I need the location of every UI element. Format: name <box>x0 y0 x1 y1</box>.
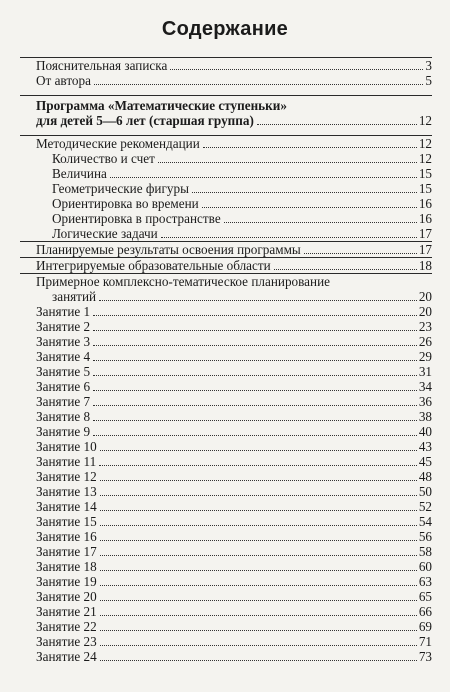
toc-entry-page: 20 <box>418 304 432 319</box>
toc-entry-page: 73 <box>418 649 432 664</box>
toc-entry-label: Занятие 4 <box>36 349 91 364</box>
toc-entry-lesson[interactable] <box>20 589 432 604</box>
toc-entry-lesson[interactable] <box>20 349 432 364</box>
toc-entry-page: 23 <box>418 319 432 334</box>
leader-dots <box>110 177 417 178</box>
toc-entry-label: Занятие 1 <box>36 304 91 319</box>
toc-entry-lesson[interactable] <box>20 619 432 634</box>
leader-dots <box>93 405 417 406</box>
toc-entry-lesson[interactable] <box>20 499 432 514</box>
toc-entry-methods[interactable] <box>20 136 432 151</box>
toc-entry-label: Занятие 7 <box>36 394 91 409</box>
toc-entry-label: Занятие 15 <box>36 514 97 529</box>
toc-subentry[interactable] <box>20 151 432 166</box>
leader-dots <box>202 207 417 208</box>
toc-entry-lesson[interactable] <box>20 364 432 379</box>
toc-entry-lesson[interactable] <box>20 454 432 469</box>
toc-entry-page: 12 <box>418 151 432 166</box>
table-of-contents <box>20 57 432 664</box>
toc-subentry[interactable] <box>20 181 432 196</box>
leader-dots <box>192 192 417 193</box>
leader-dots <box>257 124 417 125</box>
toc-entry-page: 40 <box>418 424 432 439</box>
leader-dots <box>274 269 417 270</box>
toc-entry-lesson[interactable] <box>20 544 432 559</box>
toc-entry-lesson[interactable] <box>20 379 432 394</box>
leader-dots <box>93 375 417 376</box>
leader-dots <box>158 162 417 163</box>
toc-entry-label: Занятие 14 <box>36 499 97 514</box>
toc-entry-label: Занятие 6 <box>36 379 91 394</box>
toc-entry-areas[interactable] <box>20 258 432 273</box>
toc-entry-page: 45 <box>418 454 432 469</box>
toc-entry-page: 58 <box>418 544 432 559</box>
toc-entry-page: 17 <box>418 226 432 241</box>
toc-entry-lesson[interactable] <box>20 529 432 544</box>
toc-entry-page: 54 <box>418 514 432 529</box>
toc-entry-page: 26 <box>418 334 432 349</box>
leader-dots <box>93 390 417 391</box>
leader-dots <box>93 360 417 361</box>
toc-entry-page: 60 <box>418 559 432 574</box>
toc-entry-plan[interactable] <box>20 289 432 304</box>
toc-entry-page: 16 <box>418 211 432 226</box>
leader-dots <box>93 330 417 331</box>
toc-entry-results[interactable] <box>20 242 432 257</box>
toc-entry-lesson[interactable] <box>20 409 432 424</box>
toc-entry-label: Занятие 16 <box>36 529 97 544</box>
leader-dots <box>203 147 417 148</box>
toc-entry-page: 71 <box>418 634 432 649</box>
page-title: Содержание <box>161 18 289 40</box>
toc-entry-label: Занятие 13 <box>36 484 97 499</box>
toc-entry-page: 29 <box>418 349 432 364</box>
leader-dots <box>94 84 423 85</box>
toc-entry-page: 31 <box>418 364 432 379</box>
toc-entry-label: Ориентировка в пространстве <box>52 211 221 226</box>
toc-entry-label: Занятие 21 <box>36 604 97 619</box>
toc-entry-page: 69 <box>418 619 432 634</box>
toc-entry-page: 38 <box>418 409 432 424</box>
toc-subentry[interactable] <box>20 211 432 226</box>
toc-entry-label: Занятие 19 <box>36 574 97 589</box>
toc-subentry[interactable] <box>20 166 432 181</box>
leader-dots <box>170 69 423 70</box>
leader-dots <box>93 435 417 436</box>
toc-entry-page: 12 <box>418 136 432 151</box>
toc-entry-lesson[interactable] <box>20 469 432 484</box>
leader-dots <box>100 495 417 496</box>
toc-entry-lesson[interactable] <box>20 484 432 499</box>
toc-entry-page: 5 <box>425 73 432 88</box>
leader-dots <box>100 570 417 571</box>
toc-entry-label: Занятие 11 <box>36 454 97 469</box>
toc-entry-page: 12 <box>418 113 432 128</box>
toc-entry-page: 18 <box>418 258 432 273</box>
leader-dots <box>99 300 417 301</box>
toc-entry-page: 34 <box>418 379 432 394</box>
toc-entry-label: Занятие 18 <box>36 559 97 574</box>
leader-dots <box>100 540 417 541</box>
toc-entry-label: Геометрические фигуры <box>52 181 189 196</box>
leader-dots <box>161 237 417 238</box>
leader-dots <box>100 525 417 526</box>
leader-dots <box>100 450 417 451</box>
toc-entry-lesson[interactable] <box>20 424 432 439</box>
leader-dots <box>93 420 417 421</box>
toc-entry-from-author[interactable] <box>20 73 432 88</box>
toc-entry-page: 56 <box>418 529 432 544</box>
toc-entry-lesson[interactable] <box>20 649 432 664</box>
toc-entry-label: Занятие 22 <box>36 619 97 634</box>
leader-dots <box>100 630 417 631</box>
leader-dots <box>99 465 417 466</box>
leader-dots <box>100 600 417 601</box>
leader-dots <box>224 222 417 223</box>
toc-entry-page: 3 <box>425 58 432 73</box>
leader-dots <box>100 585 417 586</box>
toc-entry-label: занятий <box>52 289 97 304</box>
toc-entry-page: 48 <box>418 469 432 484</box>
toc-entry-plan-title[interactable]: Примерное комплексно-тематическое планирование <box>36 274 330 289</box>
toc-entry-page: 65 <box>418 589 432 604</box>
toc-entry-lesson[interactable] <box>20 319 432 334</box>
toc-entry-page: 15 <box>418 166 432 181</box>
toc-entry-label: Занятие 5 <box>36 364 91 379</box>
leader-dots <box>100 510 417 511</box>
leader-dots <box>93 345 417 346</box>
toc-entry-label: Занятие 2 <box>36 319 91 334</box>
toc-entry-label: Занятие 23 <box>36 634 97 649</box>
leader-dots <box>100 555 417 556</box>
lesson-list <box>20 304 432 664</box>
toc-entry-label: Логические задачи <box>52 226 158 241</box>
toc-entry-page: 66 <box>418 604 432 619</box>
leader-dots <box>93 315 417 316</box>
leader-dots <box>100 660 417 661</box>
toc-entry-page: 52 <box>418 499 432 514</box>
toc-entry-label: Занятие 8 <box>36 409 91 424</box>
toc-entry-label: Занятие 17 <box>36 544 97 559</box>
toc-entry-page: 16 <box>418 196 432 211</box>
toc-subentry[interactable] <box>20 226 432 241</box>
toc-entry-label: Методические рекомендации <box>36 136 200 151</box>
toc-entry-lesson[interactable] <box>20 334 432 349</box>
toc-entry-label: Занятие 10 <box>36 439 97 454</box>
toc-entry-page: 20 <box>418 289 432 304</box>
toc-entry-label: Количество и счет <box>52 151 155 166</box>
leader-dots <box>304 253 417 254</box>
toc-entry-label: Занятие 12 <box>36 469 97 484</box>
toc-entry-label: Занятие 9 <box>36 424 91 439</box>
toc-entry-program[interactable] <box>20 113 432 128</box>
leader-dots <box>100 615 417 616</box>
toc-entry-lesson[interactable] <box>20 634 432 649</box>
toc-entry-page: 15 <box>418 181 432 196</box>
toc-entry-label: Ориентировка во времени <box>52 196 199 211</box>
toc-entry-label: Планируемые результаты освоения программы <box>36 242 301 257</box>
toc-entry-label: для детей 5—6 лет (старшая группа) <box>36 113 254 128</box>
toc-entry-lesson[interactable] <box>20 559 432 574</box>
toc-entry-label: Занятие 24 <box>36 649 97 664</box>
toc-entry-page: 63 <box>418 574 432 589</box>
toc-entry-page: 17 <box>418 242 432 257</box>
toc-entry-page: 36 <box>418 394 432 409</box>
leader-dots <box>100 480 417 481</box>
toc-entry-label: От автора <box>36 73 91 88</box>
toc-entry-label: Интегрируемые образовательные области <box>36 258 271 273</box>
toc-entry-lesson[interactable] <box>20 604 432 619</box>
toc-entry-label: Пояснительная записка <box>36 58 168 73</box>
toc-entry-program-title[interactable]: Программа «Математические ступеньки» <box>36 98 287 113</box>
leader-dots <box>100 645 417 646</box>
toc-entry-lesson[interactable] <box>20 394 432 409</box>
toc-entry-lesson[interactable] <box>20 304 432 319</box>
toc-entry-explanatory-note[interactable] <box>20 58 432 73</box>
toc-subentry[interactable] <box>20 196 432 211</box>
toc-entry-page: 50 <box>418 484 432 499</box>
toc-entry-label: Занятие 20 <box>36 589 97 604</box>
toc-entry-lesson[interactable] <box>20 514 432 529</box>
toc-entry-label: Занятие 3 <box>36 334 91 349</box>
toc-entry-label: Величина <box>52 166 107 181</box>
toc-entry-lesson[interactable] <box>20 574 432 589</box>
toc-entry-lesson[interactable] <box>20 439 432 454</box>
toc-entry-page: 43 <box>418 439 432 454</box>
